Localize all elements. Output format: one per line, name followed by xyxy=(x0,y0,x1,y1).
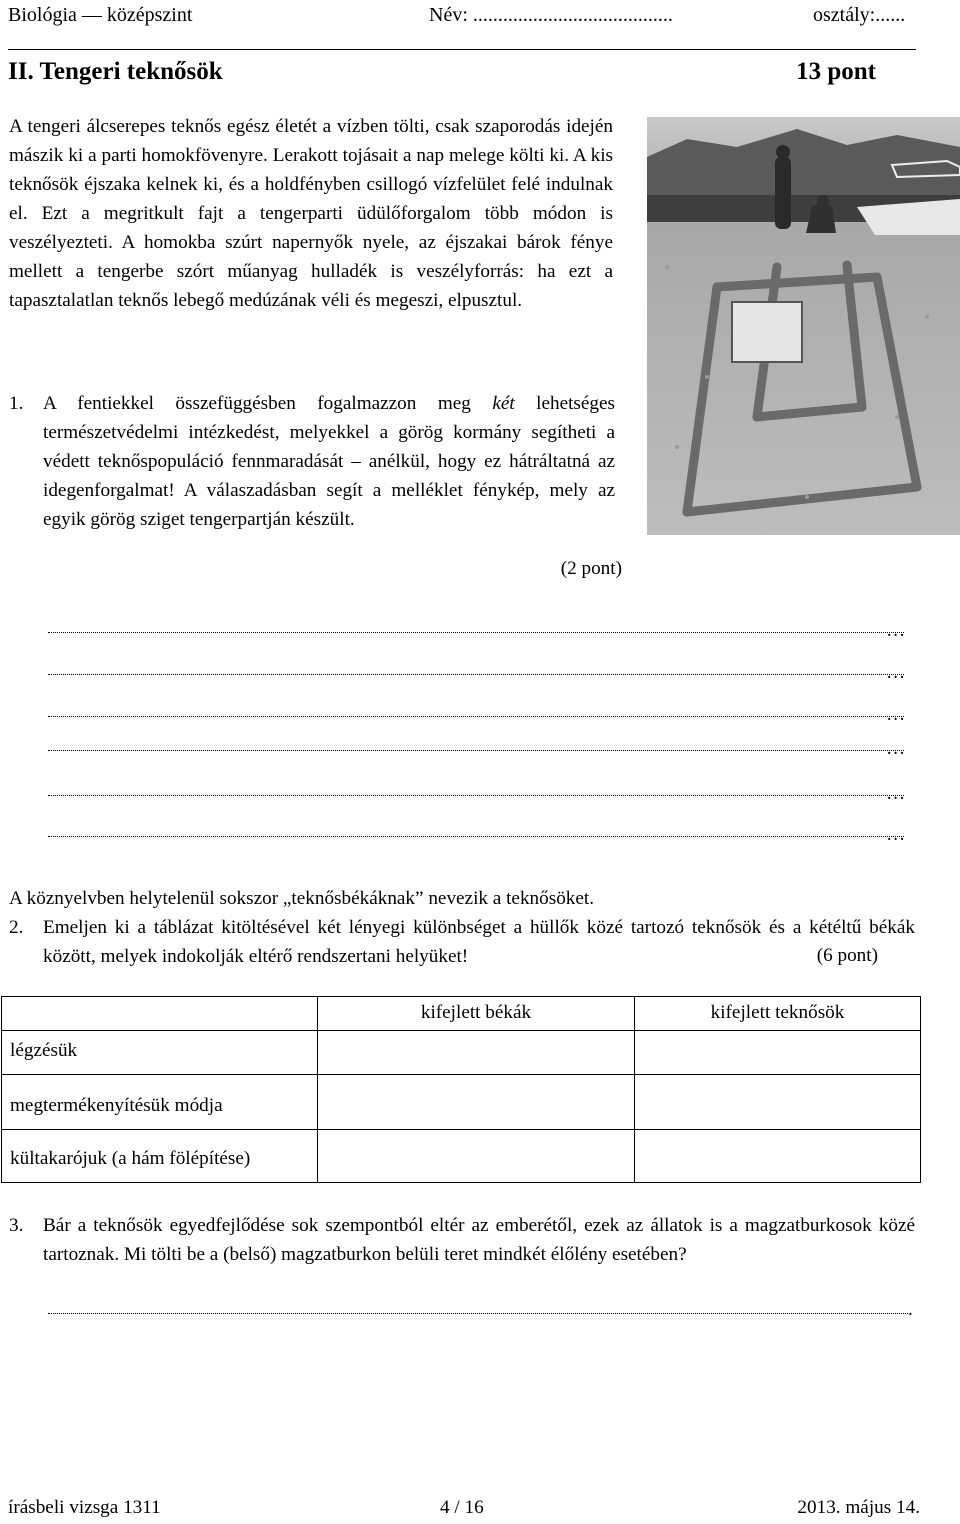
header-rule xyxy=(8,49,916,50)
table-cell-frogs-breathing[interactable] xyxy=(318,1031,635,1075)
answer-line-5[interactable] xyxy=(48,795,904,796)
info-sign-shape xyxy=(732,302,802,362)
intro-paragraph: A tengeri álcserepes teknős egész életét a vízben tölti, csak szaporodás idején mászik ki a parti homokfövenyre. Lerakott tojásait a nap melege költi ki. A kis teknősök éjszaka kelnek ki, és a holdfényben csillogó vízfelület felé indulnak el. Ezt a megritkult fajt a tengerparti üdülőforgalom több módon is veszélyezteti. A homokba szúrt napernyők nyele, az éjszakai bárok fénye mellett a tengerbe szórt műanyag hulladék is veszélyforrás: ha ezt a tapasztalatlan teknős lebegő medúzának véli és megeszi, elpusztul. xyxy=(9,116,613,311)
answer-line-3-end: … xyxy=(886,704,906,725)
person-standing-shape xyxy=(775,157,791,229)
question-1-points: (2 pont) xyxy=(560,558,622,579)
question-3-number: 3. xyxy=(9,1215,24,1236)
answer-line-1[interactable] xyxy=(48,632,904,633)
question-2-text: Emeljen ki a táblázat kitöltésével két lényegi különbséget a hüllők közé tartozó teknősök és a kétéltű békák között, melyek indokolják eltérő rendszertani helyüket! xyxy=(43,917,915,967)
table-cell-frogs-skin[interactable] xyxy=(318,1130,635,1183)
question-1 xyxy=(9,389,615,534)
answer-line-4-end: … xyxy=(886,738,906,759)
table-cell-turtles-fertilization[interactable] xyxy=(635,1075,921,1130)
section-points: 13 pont xyxy=(796,58,876,85)
question-1-emphasis: két xyxy=(492,393,515,414)
table-row xyxy=(2,1031,921,1075)
note-text: A köznyelvben helytelenül sokszor „teknősbékáknak” nevezik a teknősöket. xyxy=(9,888,595,909)
beach-photo-drawing xyxy=(647,117,960,535)
question-1-text-before: A fentiekkel összefüggésben fogalmazzon meg xyxy=(43,393,493,414)
answer-line-6-end: … xyxy=(886,824,906,845)
answer-line-6[interactable] xyxy=(48,836,904,837)
table-row xyxy=(2,1130,921,1183)
table-row-label-breathing: légzésük xyxy=(2,1031,318,1075)
header-class-field: osztály:...... xyxy=(813,4,906,26)
answer-line-2-end: … xyxy=(886,662,906,683)
header-name-field: Név: ........................................ xyxy=(429,4,673,26)
header-subject: Biológia — középszint xyxy=(8,4,193,26)
footer-date: 2013. május 14. xyxy=(797,1497,920,1518)
table-header-row xyxy=(2,997,921,1031)
question-1-text-after: lehetséges természetvédelmi intézkedést, melyekkel a görög kormány segítheti a védett teknőspopuláció fennmaradását – anélkül, hogy ez hátráltatná az idegenforgalmat! A válaszadásban segít a melléklet fénykép, mely az egyik görög sziget tengerpartján készült. xyxy=(43,393,615,530)
section-title: II. Tengeri teknősök xyxy=(8,58,223,85)
answer-line-5-end: … xyxy=(886,783,906,804)
answer-line-2[interactable] xyxy=(48,674,904,675)
table-row-label-skin: kültakarójuk (a hám fölépítése) xyxy=(2,1130,318,1183)
table-header-empty xyxy=(2,997,318,1031)
table-cell-turtles-breathing[interactable] xyxy=(635,1031,921,1075)
footer-page-number: 4 / 16 xyxy=(440,1497,484,1518)
answer-line-4[interactable] xyxy=(48,750,904,751)
table-cell-frogs-fertilization[interactable] xyxy=(318,1075,635,1130)
answer-line-q3[interactable] xyxy=(48,1313,908,1314)
table-header-turtles: kifejlett teknősök xyxy=(635,997,921,1031)
question-2-points: (6 pont) xyxy=(816,945,878,966)
question-1-number: 1. xyxy=(9,393,24,414)
answer-line-3[interactable] xyxy=(48,716,904,717)
comparison-table xyxy=(1,996,921,1183)
footer-exam-code: írásbeli vizsga 1311 xyxy=(8,1497,161,1518)
question-3-text: Bár a teknősök egyedfejlődése sok szempontból eltér az emberétől, ezek az állatok is a magzatburkosok közé tartoznak. Mi tölti be a (belső) magzatburkon belüli teret mindkét élőlény esetében? xyxy=(43,1215,915,1265)
beach-photo xyxy=(647,117,960,535)
table-row xyxy=(2,1075,921,1130)
table-row-label-fertilization: megtermékenyítésük módja xyxy=(2,1075,318,1130)
answer-line-q3-end: . xyxy=(908,1299,913,1320)
table-header-frogs: kifejlett békák xyxy=(318,997,635,1031)
answer-line-1-end: … xyxy=(886,620,906,641)
question-2-number: 2. xyxy=(9,917,24,938)
table-cell-turtles-skin[interactable] xyxy=(635,1130,921,1183)
